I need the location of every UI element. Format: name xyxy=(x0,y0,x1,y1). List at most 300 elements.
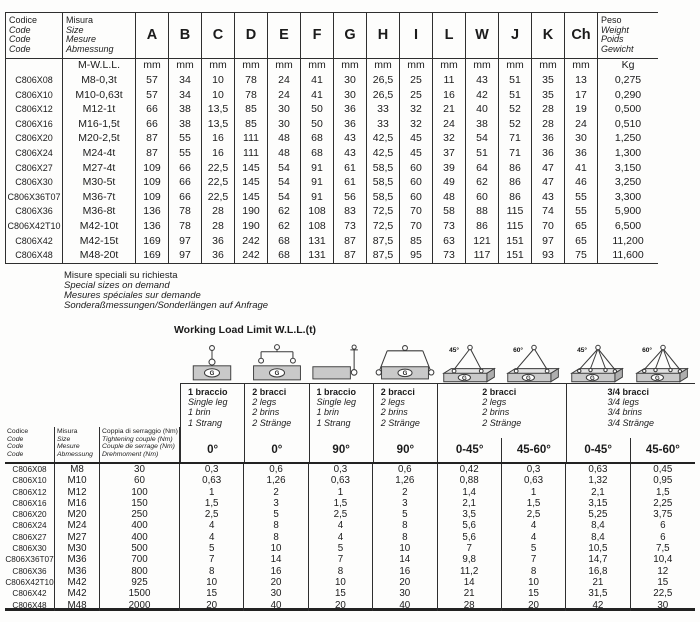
units-code-cell xyxy=(6,59,63,73)
weight-cell: 3,300 xyxy=(614,190,642,203)
wll-cell: 8 xyxy=(373,532,437,543)
leg-group-line: 2 Stränge xyxy=(380,417,420,428)
wll-left-header xyxy=(5,427,180,462)
dim-cell: 61 xyxy=(334,175,367,190)
peso-header-line-2: Poids xyxy=(601,34,624,45)
weight-cell: 0,510 xyxy=(614,117,642,130)
units-mm-cell: mm xyxy=(400,59,433,73)
dim-cell: 50 xyxy=(301,117,334,132)
dim-cell: 48 xyxy=(433,190,466,205)
size-cell: M36-8t xyxy=(63,204,136,219)
wll-cell: 5 xyxy=(180,543,244,554)
wll-cell: 8 xyxy=(244,532,308,543)
icon-slot-3 xyxy=(309,343,373,383)
wll-misura-header-line-3: Abmessung xyxy=(57,450,93,458)
code-cell: C806X08 xyxy=(5,464,55,475)
wll-cell: 22,5 xyxy=(653,588,673,600)
wll-cell: 2,1 xyxy=(438,498,502,509)
dim-cell: 42,5 xyxy=(367,146,400,161)
wll-cell: 1,26 xyxy=(244,475,308,486)
table-row xyxy=(6,73,658,88)
dim-cell: 52 xyxy=(499,102,532,117)
leg-group-line: 2 legs xyxy=(252,397,277,408)
dim-letter-F: F xyxy=(301,13,334,58)
icon-slot-2 xyxy=(244,343,308,383)
dim-cell: 62 xyxy=(466,175,499,190)
code-cell: C806X08 xyxy=(6,73,63,88)
dim-cell: 68 xyxy=(268,248,301,263)
dim-cell: 83 xyxy=(334,204,367,219)
wll-row xyxy=(5,543,695,554)
size-cell: M16-1,5t xyxy=(63,117,136,132)
dim-cell: 32 xyxy=(400,102,433,117)
misura-header-line-0: Misura xyxy=(66,15,94,25)
dim-cell: 54 xyxy=(466,131,499,146)
dim-cell: 72,5 xyxy=(367,219,400,234)
wll-row xyxy=(5,487,695,498)
weight-cell: 3,150 xyxy=(614,161,642,174)
misura-header-line-1: Size xyxy=(66,24,84,35)
dim-letters xyxy=(136,13,598,58)
dim-cell: 60 xyxy=(466,190,499,205)
table-row xyxy=(6,131,658,146)
dim-cell: 88 xyxy=(466,204,499,219)
leg-group-line: 2 bracci xyxy=(482,387,517,397)
misura-header-line-2: Mesure xyxy=(66,34,97,45)
dim-cell: 35 xyxy=(532,88,565,103)
code-cell: C806X42T10 xyxy=(6,219,63,234)
icon-slot-4 xyxy=(373,343,437,383)
dim-cell: 86 xyxy=(499,161,532,176)
wll-cell: 0,63 xyxy=(309,475,373,486)
wll-cell: 1,32 xyxy=(566,475,630,486)
size-cell: M10 xyxy=(55,475,100,486)
wll-cell: 10 xyxy=(180,577,244,588)
dim-cell: 26,5 xyxy=(367,88,400,103)
dim-letter-K: K xyxy=(532,13,565,58)
wll-cell: 0,3 xyxy=(502,464,566,475)
size-cell: M12-1t xyxy=(63,102,136,117)
dim-cell: 48 xyxy=(268,146,301,161)
code-cell: C806X42 xyxy=(6,234,63,249)
wll-cell: 1,5 xyxy=(309,498,373,509)
dim-cell: 24 xyxy=(268,73,301,88)
dim-cell: 36 xyxy=(202,248,235,263)
dim-cell: 91 xyxy=(301,161,334,176)
wll-cell: 2,5 xyxy=(180,509,244,520)
dim-cell: 78 xyxy=(235,73,268,88)
dim-cell: 57 xyxy=(136,88,169,103)
dim-cell: 30 xyxy=(334,88,367,103)
torque-cell: 800 xyxy=(100,566,180,577)
leg-group-1 xyxy=(245,384,309,438)
dim-cell: 48 xyxy=(268,131,301,146)
wll-cell: 21 xyxy=(438,588,502,599)
wll-row xyxy=(5,520,695,531)
wll-cell: 1,4 xyxy=(438,487,502,498)
leg-group-line: 3/4 Stränge xyxy=(607,417,655,428)
table-row xyxy=(6,190,658,205)
dim-cell: 63 xyxy=(433,234,466,249)
dim-cell: 97 xyxy=(532,234,565,249)
dim-cell: 109 xyxy=(136,190,169,205)
wll-cell: 4 xyxy=(502,532,566,543)
codice-header-line-0: Codice xyxy=(9,15,38,25)
size-cell: M24 xyxy=(55,520,100,531)
units-size-cell: M-W.L.L. xyxy=(63,59,136,73)
leg-group-text xyxy=(482,387,521,438)
angle-header-2: 90° xyxy=(310,438,374,462)
dim-cell: 87 xyxy=(136,146,169,161)
single-leg-90-icon xyxy=(311,343,371,383)
wll-cell: 3,75 xyxy=(653,509,673,521)
size-cell: M36 xyxy=(55,566,100,577)
dim-cell: 38 xyxy=(169,117,202,132)
wll-row xyxy=(5,554,695,565)
wll-cell: 5 xyxy=(309,543,373,554)
dim-cell: 73 xyxy=(334,219,367,234)
icon-slot-7 xyxy=(566,343,630,383)
dim-cell: 38 xyxy=(169,102,202,117)
wll-cell: 8 xyxy=(373,520,437,531)
g-label: G xyxy=(526,374,531,382)
wll-cell: 1 xyxy=(309,487,373,498)
dim-cell: 32 xyxy=(400,117,433,132)
code-cell: C806X30 xyxy=(6,175,63,190)
wll-cell: 2,25 xyxy=(653,497,673,509)
size-cell: M30-5t xyxy=(63,175,136,190)
dim-cell: 33 xyxy=(367,102,400,117)
wll-cell: 1,26 xyxy=(373,475,437,486)
leg-group-4 xyxy=(438,384,566,438)
wll-cell: 20 xyxy=(502,600,566,611)
dim-cell: 60 xyxy=(400,161,433,176)
dim-cell: 42 xyxy=(466,88,499,103)
g-label: G xyxy=(590,374,596,382)
dim-cell: 95 xyxy=(400,248,433,263)
dim-cell: 86 xyxy=(499,175,532,190)
wll-cell: 1,5 xyxy=(180,498,244,509)
dim-cell: 136 xyxy=(136,204,169,219)
dim-cell: 66 xyxy=(136,102,169,117)
weight-cell: 11,200 xyxy=(612,234,644,247)
dim-cell: 30 xyxy=(268,117,301,132)
wll-row xyxy=(5,588,695,599)
leg-group-2 xyxy=(310,384,374,438)
units-mm-cell: mm xyxy=(235,59,268,73)
peso-header-line-3: Gewicht xyxy=(601,43,634,54)
dim-cell: 46 xyxy=(565,175,598,190)
g-label: G xyxy=(654,374,660,382)
dim-cell: 42,5 xyxy=(367,131,400,146)
units-mm-cell: mm xyxy=(268,59,301,73)
angle-header-0: 0° xyxy=(181,438,245,462)
dim-cell: 87,5 xyxy=(367,248,400,263)
dim-cell: 43 xyxy=(334,146,367,161)
wll-cell: 40 xyxy=(244,600,308,611)
wll-row xyxy=(5,577,695,588)
angle-45-label: 45° xyxy=(577,346,588,354)
dim-cell: 65 xyxy=(565,219,598,234)
wll-cell: 4 xyxy=(309,520,373,531)
dim-cell: 87,5 xyxy=(367,234,400,249)
dim-cell: 60 xyxy=(400,190,433,205)
units-mm-cell: mm xyxy=(466,59,499,73)
dim-cell: 145 xyxy=(235,190,268,205)
wll-row xyxy=(5,509,695,520)
dim-cell: 58,5 xyxy=(367,161,400,176)
dim-cell: 30 xyxy=(334,73,367,88)
wll-cell: 10,4 xyxy=(653,554,673,566)
wll-cell: 10 xyxy=(373,543,437,554)
leg-group-line: 3/4 legs xyxy=(607,397,640,408)
code-cell: C806X42 xyxy=(5,588,55,599)
dim-cell: 111 xyxy=(235,131,268,146)
weight-cell: 6,500 xyxy=(614,219,642,232)
size-cell: M36 xyxy=(55,554,100,565)
table-row xyxy=(6,219,658,234)
dim-cell: 43 xyxy=(466,73,499,88)
wll-misura-header-line-0: Misura xyxy=(57,428,78,435)
wll-cell: 6 xyxy=(660,531,666,543)
wll-cell: 8 xyxy=(180,566,244,577)
wll-codice-header-line-3: Code xyxy=(7,450,24,458)
code-cell: C806X16 xyxy=(6,117,63,132)
misura-header xyxy=(63,13,136,58)
dim-cell: 131 xyxy=(301,234,334,249)
wll-cell: 10 xyxy=(502,577,566,588)
dim-cell: 36 xyxy=(532,131,565,146)
dim-cell: 55 xyxy=(565,190,598,205)
code-cell: C806X36 xyxy=(6,204,63,219)
g-label: G xyxy=(209,370,215,378)
dim-letter-D: D xyxy=(235,13,268,58)
dim-cell: 47 xyxy=(532,175,565,190)
leg-group-line: 2 bracci xyxy=(252,387,287,397)
dim-cell: 131 xyxy=(301,248,334,263)
table-row xyxy=(6,204,658,219)
codice-header-line-3: Code xyxy=(9,43,31,54)
wll-cell: 11,2 xyxy=(438,566,502,577)
code-cell: C806X12 xyxy=(5,487,55,498)
g-label: G xyxy=(274,370,279,378)
special-sizes-notes-line-2: Mesures spéciales sur demande xyxy=(64,289,201,301)
dim-cell: 66 xyxy=(169,161,202,176)
leg-group-line: 2 brins xyxy=(252,407,280,418)
top-units-row xyxy=(6,59,658,73)
special-sizes-notes-line-3: Sonderaßmessungen/Sonderlängen auf Anfrage xyxy=(64,299,269,311)
dim-cell: 73 xyxy=(433,248,466,263)
leg-group-line: 1 braccio xyxy=(188,387,228,397)
dim-cell: 55 xyxy=(169,146,202,161)
dim-cell: 64 xyxy=(466,161,499,176)
units-mm-cell: mm xyxy=(433,59,466,73)
angle-header-row xyxy=(180,438,695,462)
wll-table xyxy=(5,343,695,611)
wll-cell: 0,45 xyxy=(653,464,673,475)
leg-group-line: 3/4 bracci xyxy=(607,387,650,397)
wll-title: Working Load Limit W.L.L.(t) xyxy=(173,324,317,336)
torque-cell: 100 xyxy=(100,487,180,498)
torque-cell: 2000 xyxy=(100,600,180,611)
wll-cell: 3,5 xyxy=(438,509,502,520)
wll-cell: 15 xyxy=(180,588,244,599)
wll-cell: 5 xyxy=(502,543,566,554)
wll-cell: 3 xyxy=(373,498,437,509)
dim-cell: 28 xyxy=(202,204,235,219)
wll-cell: 10,5 xyxy=(566,543,630,554)
wll-row xyxy=(5,475,695,486)
wll-cell: 3 xyxy=(244,498,308,509)
icon-slot-6 xyxy=(502,343,566,383)
dim-cell: 36 xyxy=(202,234,235,249)
dim-cell: 85 xyxy=(400,234,433,249)
wll-cell: 5,6 xyxy=(438,520,502,531)
table-row xyxy=(6,175,658,190)
wll-cell: 10 xyxy=(244,543,308,554)
leg-group-line: 2 Stränge xyxy=(482,417,522,428)
units-mm-cell: mm xyxy=(565,59,598,73)
units-kg-cell: Kg xyxy=(621,59,635,71)
dim-cell: 111 xyxy=(235,146,268,161)
wll-row xyxy=(5,532,695,543)
code-cell: C806X10 xyxy=(5,475,55,486)
dim-cell: 34 xyxy=(169,88,202,103)
wll-cell: 42 xyxy=(566,600,630,611)
size-cell: M27 xyxy=(55,532,100,543)
leg-group-line: 2 legs xyxy=(482,397,507,408)
dim-cell: 22,5 xyxy=(202,161,235,176)
leg-group-line: 1 brin xyxy=(188,407,211,418)
wll-cell: 28 xyxy=(438,600,502,611)
wll-cell: 5 xyxy=(244,509,308,520)
units-mm-cell: mm xyxy=(499,59,532,73)
two-leg-90-icon xyxy=(375,343,435,383)
wll-codice-header xyxy=(5,427,55,462)
code-cell: C806X16 xyxy=(5,498,55,509)
table-row xyxy=(6,146,658,161)
dim-cell: 190 xyxy=(235,219,268,234)
two-leg-45-icon xyxy=(440,343,500,383)
dim-cell: 62 xyxy=(268,204,301,219)
wll-cell: 3,15 xyxy=(566,498,630,509)
dim-cell: 71 xyxy=(499,131,532,146)
dim-cell: 145 xyxy=(235,161,268,176)
wll-cell: 4 xyxy=(180,532,244,543)
leg-group-line: Single leg xyxy=(188,397,228,408)
wll-cell: 14 xyxy=(438,577,502,588)
wll-cell: 40 xyxy=(373,600,437,611)
dim-cell: 22,5 xyxy=(202,190,235,205)
dim-cell: 33 xyxy=(367,117,400,132)
dim-cell: 30 xyxy=(268,102,301,117)
sling-icons-row xyxy=(180,343,695,383)
wll-codice-header-line-1: Code xyxy=(7,435,24,443)
weight-cell: 11,600 xyxy=(612,249,644,262)
wll-cell: 1,5 xyxy=(502,498,566,509)
angle-60-label: 60° xyxy=(513,346,524,354)
two-leg-60-icon xyxy=(504,343,564,383)
dim-cell: 45 xyxy=(400,131,433,146)
torque-cell: 500 xyxy=(100,543,180,554)
leg-group-0 xyxy=(181,384,245,438)
leg-group-3 xyxy=(374,384,438,438)
peso-header xyxy=(598,13,658,58)
wll-cell: 14,7 xyxy=(566,554,630,565)
dim-cell: 61 xyxy=(334,161,367,176)
table-row xyxy=(6,234,658,249)
dim-cell: 190 xyxy=(235,204,268,219)
size-cell: M20 xyxy=(55,509,100,520)
code-cell: C806X30 xyxy=(5,543,55,554)
angle-header-1: 0° xyxy=(245,438,309,462)
size-cell: M36-7t xyxy=(63,190,136,205)
dim-cell: 73 xyxy=(433,219,466,234)
dimensions-table xyxy=(5,12,658,264)
dim-cell: 19 xyxy=(565,102,598,117)
wll-cell: 30 xyxy=(657,599,669,611)
wll-codice-header-line-0: Codice xyxy=(7,428,29,435)
icon-slot-8 xyxy=(631,343,695,383)
dim-letter-I: I xyxy=(400,13,433,58)
wll-cell: 7 xyxy=(438,543,502,554)
angle-60-label: 60° xyxy=(641,346,652,354)
dim-letter-J: J xyxy=(499,13,532,58)
size-cell: M30 xyxy=(55,543,100,554)
wll-torque-header-line-2: Couple de serrage (Nm) xyxy=(102,443,175,451)
units-mm-cell: mm xyxy=(334,59,367,73)
dim-cell: 66 xyxy=(169,175,202,190)
dim-letter-L: L xyxy=(433,13,466,58)
dim-cell: 97 xyxy=(169,234,202,249)
wll-cell: 14 xyxy=(244,554,308,565)
torque-cell: 925 xyxy=(100,577,180,588)
wll-cell: 1,5 xyxy=(656,486,670,498)
dim-cell: 28 xyxy=(532,117,565,132)
dim-cell: 242 xyxy=(235,234,268,249)
size-cell: M20-2,5t xyxy=(63,131,136,146)
wll-cell: 8 xyxy=(502,566,566,577)
dim-cell: 34 xyxy=(169,73,202,88)
dim-cell: 24 xyxy=(433,117,466,132)
dim-cell: 91 xyxy=(301,190,334,205)
dim-cell: 68 xyxy=(301,131,334,146)
dim-cell: 35 xyxy=(532,73,565,88)
wll-cell: 20 xyxy=(244,577,308,588)
wll-cell: 0,63 xyxy=(180,475,244,486)
torque-cell: 250 xyxy=(100,509,180,520)
angle-header-6: 0-45° xyxy=(567,438,631,462)
torque-cell: 60 xyxy=(100,475,180,486)
wll-cell: 0,63 xyxy=(566,464,630,475)
code-cell: C806X42T10 xyxy=(5,577,54,587)
dim-cell: 41 xyxy=(301,73,334,88)
code-cell: C806X48 xyxy=(6,248,63,263)
dim-cell: 28 xyxy=(532,102,565,117)
code-cell: C806X36T07 xyxy=(5,555,54,565)
codice-header xyxy=(6,13,63,58)
top-table-body xyxy=(6,73,658,263)
wll-cell: 2,1 xyxy=(566,487,630,498)
dim-cell: 85 xyxy=(235,102,268,117)
wll-cell: 20 xyxy=(180,600,244,611)
wll-misura-header xyxy=(55,427,100,462)
dim-letter-E: E xyxy=(268,13,301,58)
size-cell: M42-10t xyxy=(63,219,136,234)
size-cell: M8 xyxy=(55,464,100,475)
dim-cell: 43 xyxy=(532,190,565,205)
wll-cell: 21 xyxy=(566,577,630,588)
